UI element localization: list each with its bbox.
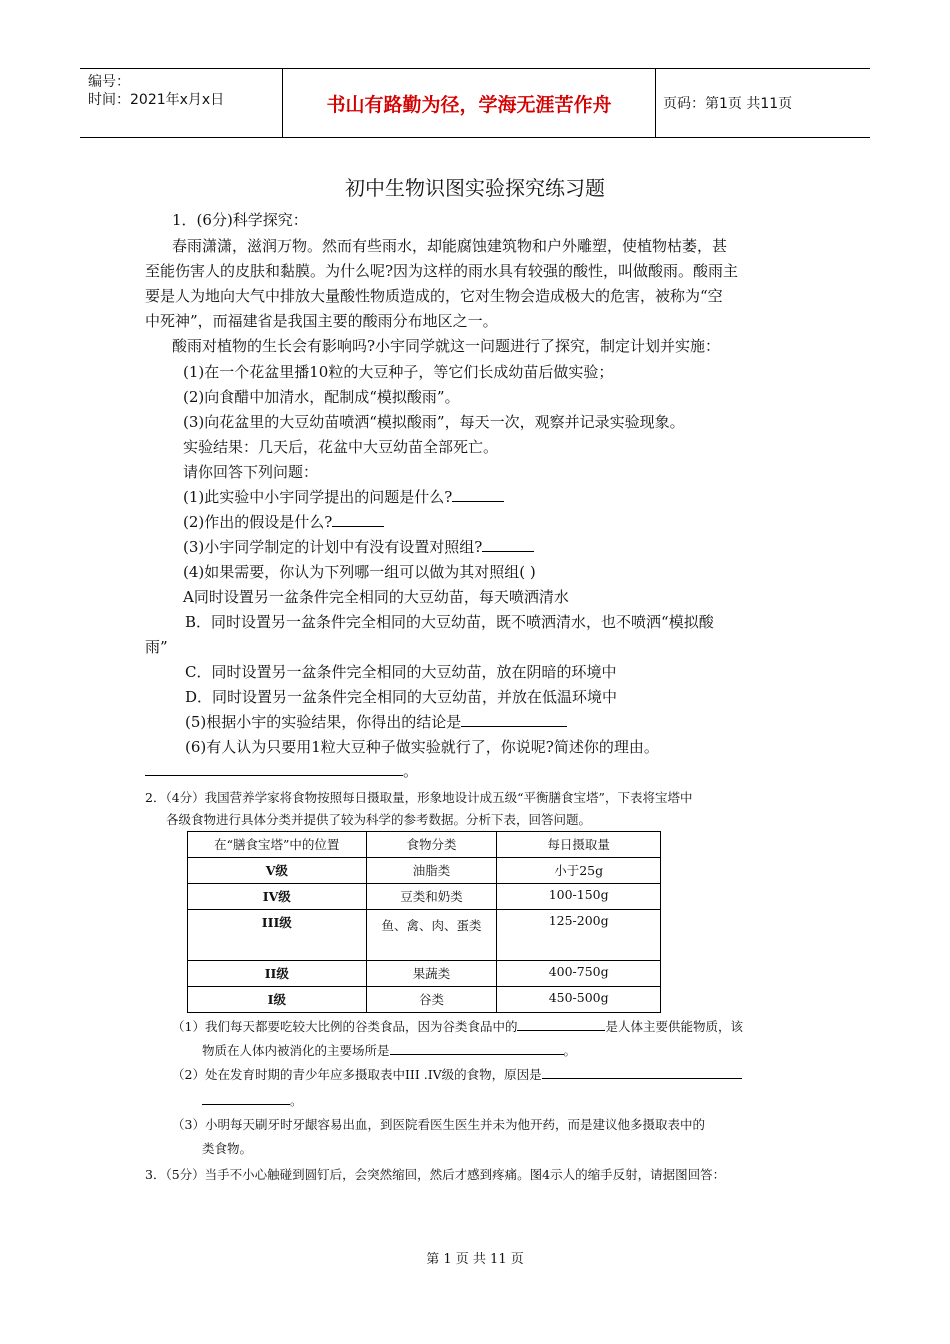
q2-sub3: （3）小明每天刷牙时牙龈容易出血，到医院看医生医生并未为他开药，而是建议他多摄取表中的 <box>172 1117 705 1132</box>
q1-step3: (3)向花盆里的大豆幼苗喷洒“模拟酸雨”，每天一次，观察并记录实验现象。 <box>183 413 685 431</box>
q1-result: 实验结果：几天后，花盆中大豆幼苗全部死亡。 <box>183 438 499 456</box>
q1-subq2: (2)作出的假设是什么? <box>183 511 384 532</box>
q1-heading: 1．(6分)科学探究： <box>172 211 308 229</box>
answer-blank[interactable] <box>461 712 567 727</box>
q1-option-d: D．同时设置另一盆条件完全相同的大豆幼苗，并放在低温环境中 <box>185 688 618 706</box>
q3-intro: 3．（5分）当手不小心触碰到圆钉后，会突然缩回，然后才感到疼痛。图4示人的缩手反射，请据图回答： <box>145 1167 726 1182</box>
table-header: 每日摄取量 <box>497 832 661 858</box>
table-cell: 果蔬类 <box>366 961 497 987</box>
header-page-info: 页码：第1页 共11页 <box>663 96 793 112</box>
q2-sub3-cont: 类食物。 <box>202 1141 253 1156</box>
answer-blank[interactable] <box>145 761 403 776</box>
q1-subq5: (5)根据小宇的实验结果，你得出的结论是 <box>185 711 567 732</box>
number-label: 编号： <box>88 74 130 90</box>
answer-blank[interactable] <box>452 487 504 502</box>
q1-para-line: 春雨潇潇，滋润万物。然而有些雨水，却能腐蚀建筑物和户外雕塑，使植物枯萎，甚 <box>172 237 728 255</box>
q2-intro-cont: 各级食物进行具体分类并提供了较为科学的参考数据。分析下表，回答问题。 <box>166 812 592 827</box>
q2-sub2: （2）处在发育时期的青少年应多摄取表中III .IV级的食物，原因是 <box>172 1064 742 1083</box>
q1-subq6: (6)有人认为只要用1粒大豆种子做实验就行了，你说呢?简述你的理由。 <box>185 738 659 756</box>
q1-option-b: B．同时设置另一盆条件完全相同的大豆幼苗，既不喷洒清水，也不喷洒“模拟酸 <box>185 613 714 631</box>
diet-pyramid-table <box>187 831 661 1013</box>
table-cell: 小于25g <box>497 858 661 884</box>
table-cell: V级 <box>188 858 367 884</box>
q1-para-line: 要是人为地向大气中排放大量酸性物质造成的，它对生物会造成极大的危害，被称为“空 <box>145 287 723 305</box>
answer-blank[interactable] <box>332 512 384 527</box>
table-cell: 鱼、禽、肉、蛋类 <box>366 910 497 961</box>
table-header-row <box>188 832 661 858</box>
page-header <box>80 68 870 138</box>
q1-option-c: C．同时设置另一盆条件完全相同的大豆幼苗，放在阴暗的环境中 <box>185 663 617 681</box>
table-cell: 豆类和奶类 <box>366 884 497 910</box>
answer-blank[interactable] <box>202 1090 290 1105</box>
header-meta <box>80 69 282 137</box>
document-title: 初中生物识图实验探究练习题 <box>345 176 605 200</box>
q1-option-a: A同时设置另一盆条件完全相同的大豆幼苗，每天喷洒清水 <box>183 588 569 606</box>
q1-subq3: (3)小宇同学制定的计划中有没有设置对照组? <box>183 536 534 557</box>
table-header: 食物分类 <box>366 832 497 858</box>
table-header: 在“膳食宝塔”中的位置 <box>188 832 367 858</box>
table-row <box>188 961 661 987</box>
table-cell: 125-200g <box>497 910 661 961</box>
answer-blank[interactable] <box>517 1016 605 1031</box>
table-cell: 400-750g <box>497 961 661 987</box>
table-cell: III级 <box>188 910 367 961</box>
table-row <box>188 884 661 910</box>
q1-subq4: (4)如果需要，你认为下列哪一组可以做为其对照组( ) <box>183 563 536 581</box>
q2-sub1-cont: 物质在人体内被消化的主要场所是 。 <box>202 1040 576 1059</box>
table-cell: 450-500g <box>497 987 661 1013</box>
answer-blank[interactable] <box>390 1040 564 1055</box>
q2-intro: 2．（4分）我国营养学家将食物按照每日摄取量，形象地设计成五级“平衡膳食宝塔”，下表将宝塔中 <box>145 790 693 805</box>
q1-answer-line: 。 <box>145 760 418 781</box>
table-row <box>188 987 661 1013</box>
q1-para-line: 中死神”，而福建省是我国主要的酸雨分布地区之一。 <box>145 312 498 330</box>
table-cell: 油脂类 <box>366 858 497 884</box>
table-cell: I级 <box>188 987 367 1013</box>
page-footer: 第 1 页 共 11 页 <box>426 1252 524 1267</box>
table-row <box>188 858 661 884</box>
q2-sub2-cont: 。 <box>202 1090 303 1109</box>
answer-blank[interactable] <box>542 1064 742 1079</box>
table-row <box>188 910 661 961</box>
table-cell: IV级 <box>188 884 367 910</box>
q1-subq1: (1)此实验中小宇同学提出的问题是什么? <box>183 486 504 507</box>
date-label: 时间：2021年x月x日 <box>88 92 225 108</box>
q1-step1: (1)在一个花盆里播10粒的大豆种子，等它们长成幼苗后做实验； <box>183 363 614 381</box>
header-motto: 书山有路勤为径，学海无涯苦作舟 <box>282 69 656 137</box>
q1-step2: (2)向食醋中加清水，配制成“模拟酸雨”。 <box>183 388 460 406</box>
q1-para-line: 至能伤害人的皮肤和黏膜。为什么呢?因为这样的雨水具有较强的酸性，叫做酸雨。酸雨主 <box>145 262 739 280</box>
q1-option-b-cont: 雨” <box>145 638 168 656</box>
table-cell: 100-150g <box>497 884 661 910</box>
q1-para2: 酸雨对植物的生长会有影响吗?小宇同学就这一问题进行了探究，制定计划并实施： <box>172 337 721 355</box>
table-cell: II级 <box>188 961 367 987</box>
answer-blank[interactable] <box>482 537 534 552</box>
q1-ask: 请你回答下列问题： <box>183 463 319 481</box>
q2-sub1: （1）我们每天都要吃较大比例的谷类食品，因为谷类食品中的 是人体主要供能物质，该 <box>172 1016 743 1035</box>
table-cell: 谷类 <box>366 987 497 1013</box>
